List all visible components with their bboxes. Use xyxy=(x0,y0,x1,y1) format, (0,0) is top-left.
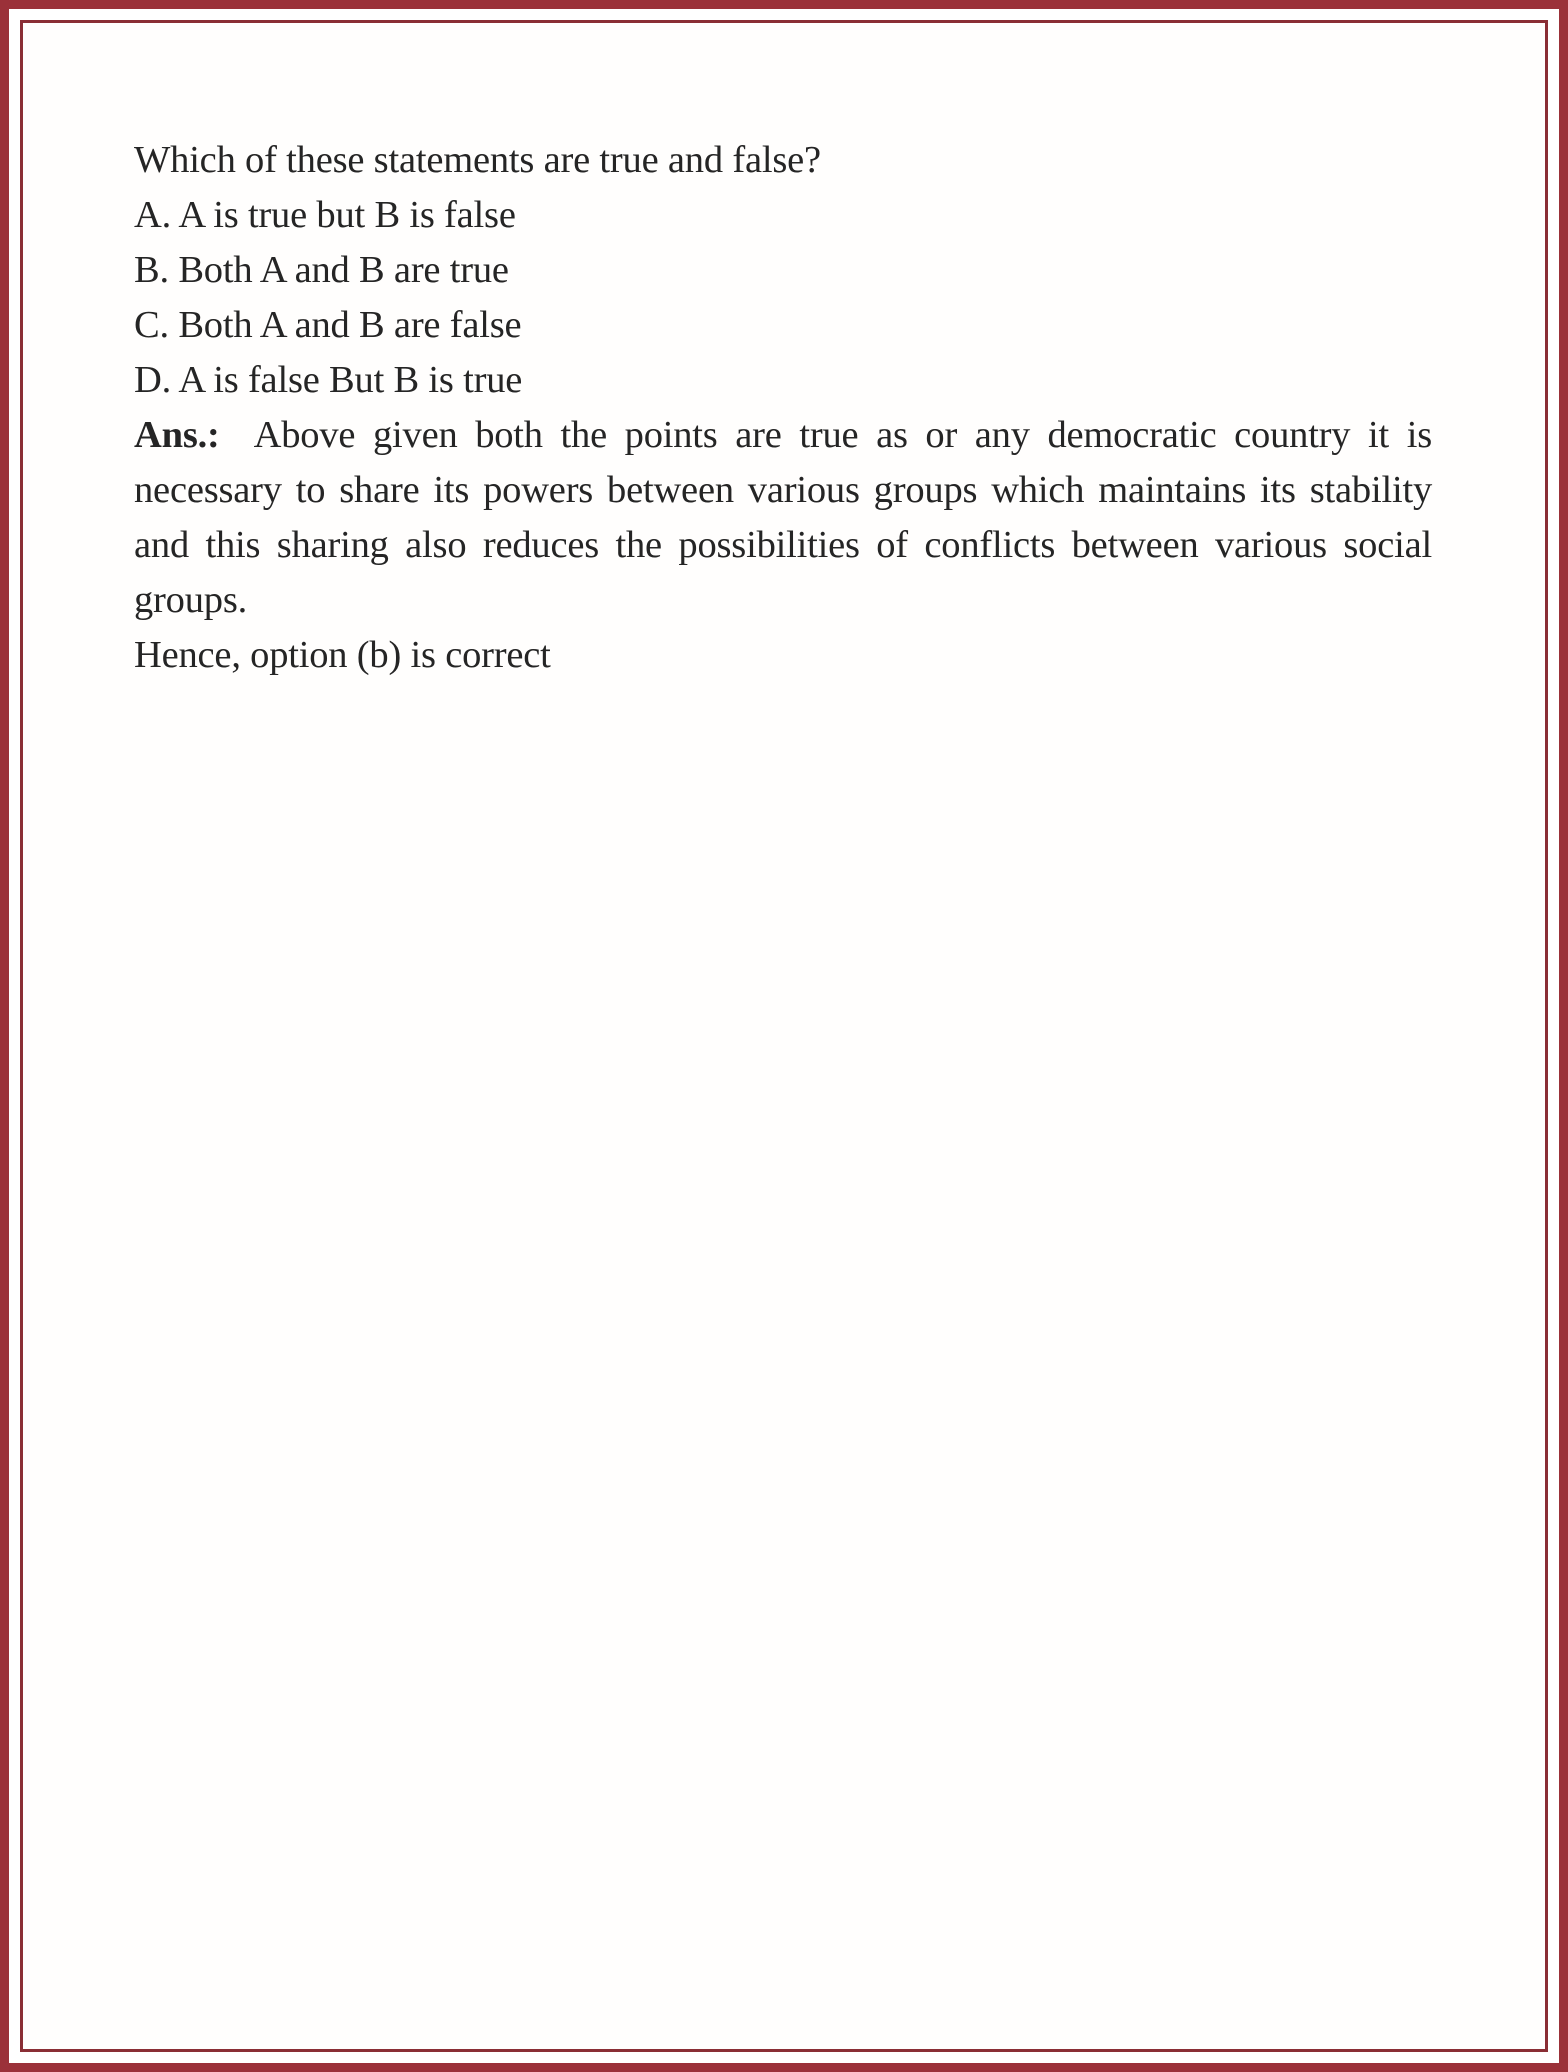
question-block xyxy=(134,133,1432,683)
option-b: B. Both A and B are true xyxy=(134,249,509,291)
option-a: A. A is true but B is false xyxy=(134,194,516,236)
answer-explanation: Above given both the points are true as or any democratic country it is necessary to share its powers between various groups which maintains its stability and this sharing also reduces the possibilities of conflicts between various social groups. xyxy=(134,414,1432,621)
answer-paragraph xyxy=(134,408,1432,628)
answer-label: Ans.: xyxy=(134,414,220,456)
option-d: D. A is false But B is true xyxy=(134,359,523,401)
answer-conclusion: Hence, option (b) is correct xyxy=(134,634,551,676)
question-prompt: Which of these statements are true and false? xyxy=(134,139,821,181)
option-c: C. Both A and B are false xyxy=(134,304,522,346)
